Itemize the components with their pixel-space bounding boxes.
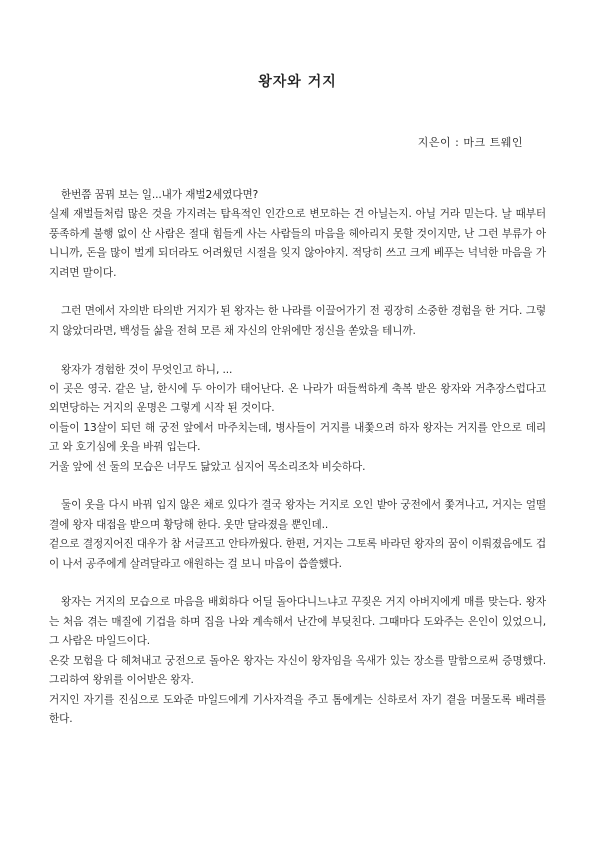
paragraph-line: 왕자가 경험한 것이 무엇인고 하니, ... xyxy=(61,363,233,376)
author-line: 지은이 : 마크 트웨인 xyxy=(417,136,523,149)
paragraph-line: 둘이 옷을 다시 바꿔 입지 않은 채로 있다가 결국 왕자는 거지로 오인 받아 궁전에서 쫓겨나고, 거지는 얼떨결에 왕자 대접을 받으며 황당해 한다. 옷만 달라졌을 뿐인데.. xyxy=(49,499,546,531)
paragraph-line: 이들이 13살이 되던 해 궁전 앞에서 마주치는데, 병사들이 거지를 내쫓으려 하자 왕자는 거지를 안으로 데리고 와 호기심에 옷을 바꿔 입는다. xyxy=(49,421,546,454)
paragraph xyxy=(49,302,546,341)
paragraph-line: 거울 앞에 선 둘의 모습은 너무도 닮았고 심지어 목소리조차 비슷하다. xyxy=(49,460,366,473)
paragraph-line: 실제 재벌들처럼 많은 것을 가지려는 탐욕적인 인간으로 변모하는 건 아닐는지. 아닐 거라 믿는다. 날 때부터 풍족하게 불행 없이 산 사람은 절대 힘들게 사는 사람들의 마음을 헤아리지 못할 것이지만, 난 그런 부류가 아니니까, 돈을 많이 벌게 되더라도 어려웠던 시절을 잊지 않아야지. 적당히 쓰고 크게 베푸는 넉넉한 마음을 가지려면 말이다. xyxy=(49,208,546,279)
paragraph-line: 거지인 자기를 진심으로 도와준 마일드에게 기사자격을 주고 톰에게는 신하로서 자기 곁을 머물도록 배려를 한다. xyxy=(49,693,546,725)
document-title: 왕자와 거지 xyxy=(258,74,337,90)
paragraph-line: 그런 면에서 자의반 타의반 거지가 된 왕자는 한 나라를 이끌어가기 전 굉장히 소중한 경험을 한 거다. 그렇지 않았더라면, 백성들 삶을 전혀 모른 채 자신의 안위에만 정신을 쏟았을 테니까. xyxy=(49,305,546,337)
paragraph xyxy=(49,593,546,729)
paragraph-line: 한번쯤 꿈꿔 보는 일...내가 재벌2세였다면? xyxy=(61,189,259,201)
paragraph xyxy=(49,496,546,574)
paragraph xyxy=(49,186,546,283)
paragraph xyxy=(49,361,546,477)
paragraph-line: 왕자는 거지의 모습으로 마음을 배회하다 어딜 돌아다니느냐고 꾸짖은 거지 아버지에게 매를 맞는다. 왕자는 처음 겪는 매질에 기겁을 하며 집을 나와 계속해서 난간에 부딪친다. 그때마다 도와주는 은인이 있었으니, 그 사람은 마일드이다. xyxy=(49,596,546,648)
paragraph-line: 온갖 모험을 다 헤쳐내고 궁전으로 돌아온 왕자는 자신이 왕자임을 옥새가 있는 장소를 말함으로써 증명했다. 그리하여 왕위를 이어받은 왕자. xyxy=(49,654,546,687)
document-body xyxy=(49,186,546,749)
paragraph-line: 겉으로 결정지어진 대우가 참 서글프고 안타까웠다. 한편, 거지는 그토록 바라던 왕자의 꿈이 이뤄졌음에도 겁이 나서 공주에게 살려달라고 애원하는 걸 보니 마음이 씁쓸했다. xyxy=(49,538,546,570)
paragraph-line: 이 곳은 영국. 같은 날, 한시에 두 아이가 태어난다. 온 나라가 떠들썩하게 축복 받은 왕자와 거추장스럽다고 외면당하는 거지의 운명은 그렇게 시작 된 것이다. xyxy=(49,383,546,415)
